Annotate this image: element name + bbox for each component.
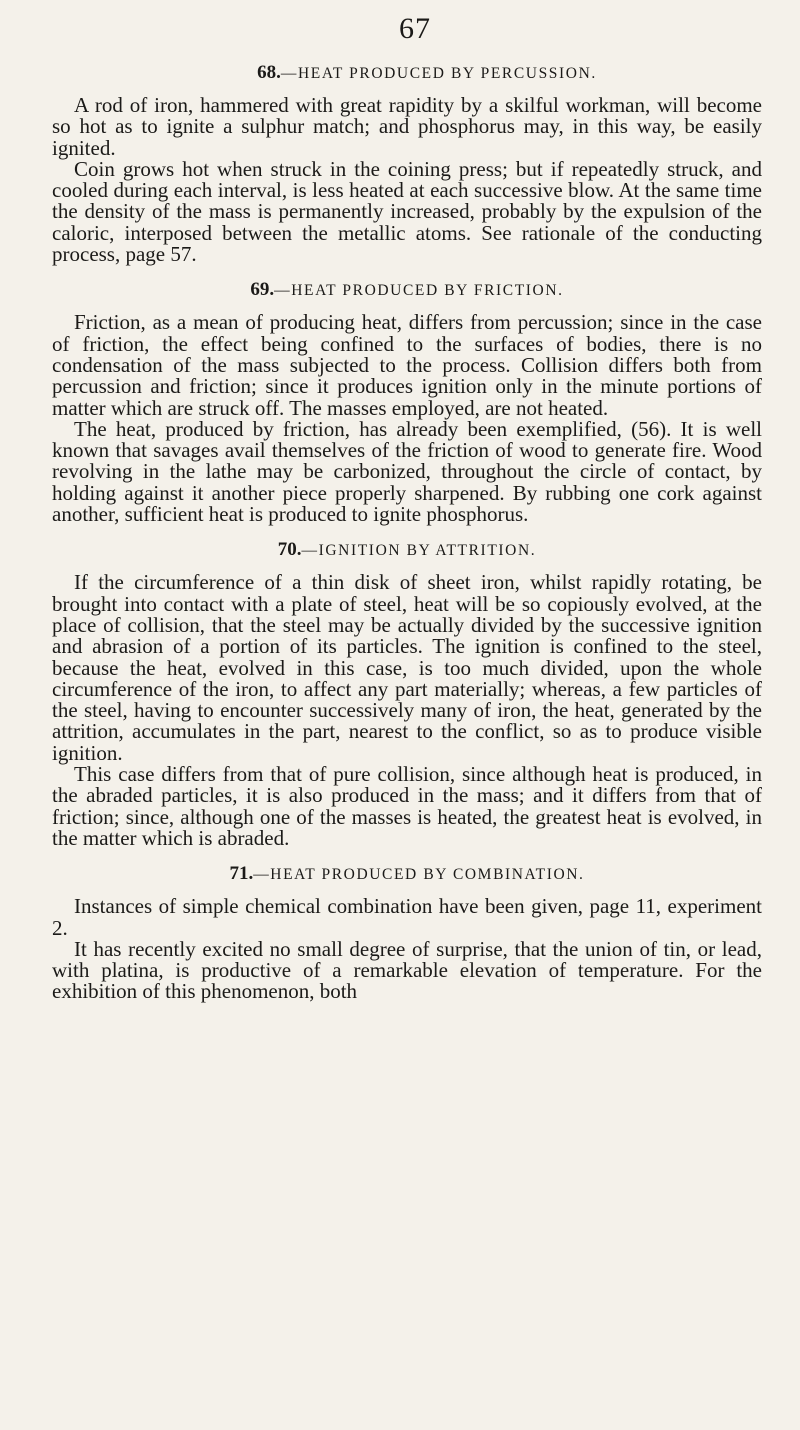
- section-heading-71: [52, 863, 762, 885]
- section-number: 70.: [277, 539, 302, 561]
- paragraph: If the circumference of a thin disk of sheet iron, whilst rapidly rotating, be brought into contact with a plate of steel, heat will be so copiously evolved, at the place of collision, that the steel may be actually divided by the successive ignition and abrasion of a portion of its particles. The ignition is confined to the steel, because the heat, evolved in this case, is too much divided, upon the whole circumference of the iron, to affect any part materially; whereas, a few particles of the steel, having to encounter successively many of iron, the heat, generated by the attrition, accumulates in the part, nearest to the conflict, so as to produce visible ignition.: [52, 570, 762, 765]
- section-title: —HEAT PRODUCED BY PERCUSSION.: [280, 65, 597, 82]
- paragraph: A rod of iron, hammered with great rapidity by a skilful workman, will become so hot as to ignite a sulphur match; and phosphorus may, in this way, be easily ignited.: [52, 93, 762, 160]
- paragraph: Instances of simple chemical combination have been given, page 11, experiment 2.: [52, 894, 762, 940]
- page-number: 67: [399, 12, 431, 45]
- section-number: 71.: [229, 863, 254, 885]
- page-body: [52, 62, 762, 1003]
- section-title: —HEAT PRODUCED BY COMBINATION.: [253, 866, 585, 884]
- section-number: 68.: [257, 62, 281, 83]
- section-heading-69: [52, 279, 762, 301]
- paragraph: It has recently excited no small degree of surprise, that the union of tin, or lead, with platina, is productive of a remarkable elevation of temperature. For the exhibition of this phenomenon, both: [52, 936, 762, 1004]
- paragraph: The heat, produced by friction, has already been exemplified, (56). It is well known that savages avail themselves of the friction of wood to generate fire. Wood revolving in the lathe may be carbonized, throughout the circle of contact, by holding against it another piece properly sharpened. By rubbing one cork against another, sufficient heat is produced to ignite phosphorus.: [52, 416, 762, 527]
- section-title: —HEAT PRODUCED BY FRICTION.: [274, 282, 564, 300]
- paragraph: Friction, as a mean of producing heat, differs from percussion; since in the case of friction, the effect being confined to the surfaces of bodies, there is no condensation of the mass subjected to the process. Collision differs both from percussion and friction; since it produces ignition only in the minute portions of matter which are struck off. The masses employed, are not heated.: [52, 310, 762, 420]
- paragraph: Coin grows hot when struck in the coining press; but if repeatedly struck, and cooled during each interval, is less heated at each successive blow. At the same time the density of the mass is permanently increased, probably by the expulsion of the caloric, interposed between the metallic atoms. See rationale of the conducting process, page 57.: [52, 156, 762, 267]
- section-heading-68: [52, 62, 762, 84]
- section-title: —IGNITION BY ATTRITION.: [301, 542, 537, 560]
- section-heading-70: [52, 539, 762, 561]
- paragraph: This case differs from that of pure collision, since although heat is produced, in the abraded particles, it is also produced in the mass; and it differs from that of friction; since, although one of the masses is heated, the greatest heat is evolved, in the matter which is abraded.: [52, 762, 762, 850]
- section-number: 69.: [250, 279, 275, 301]
